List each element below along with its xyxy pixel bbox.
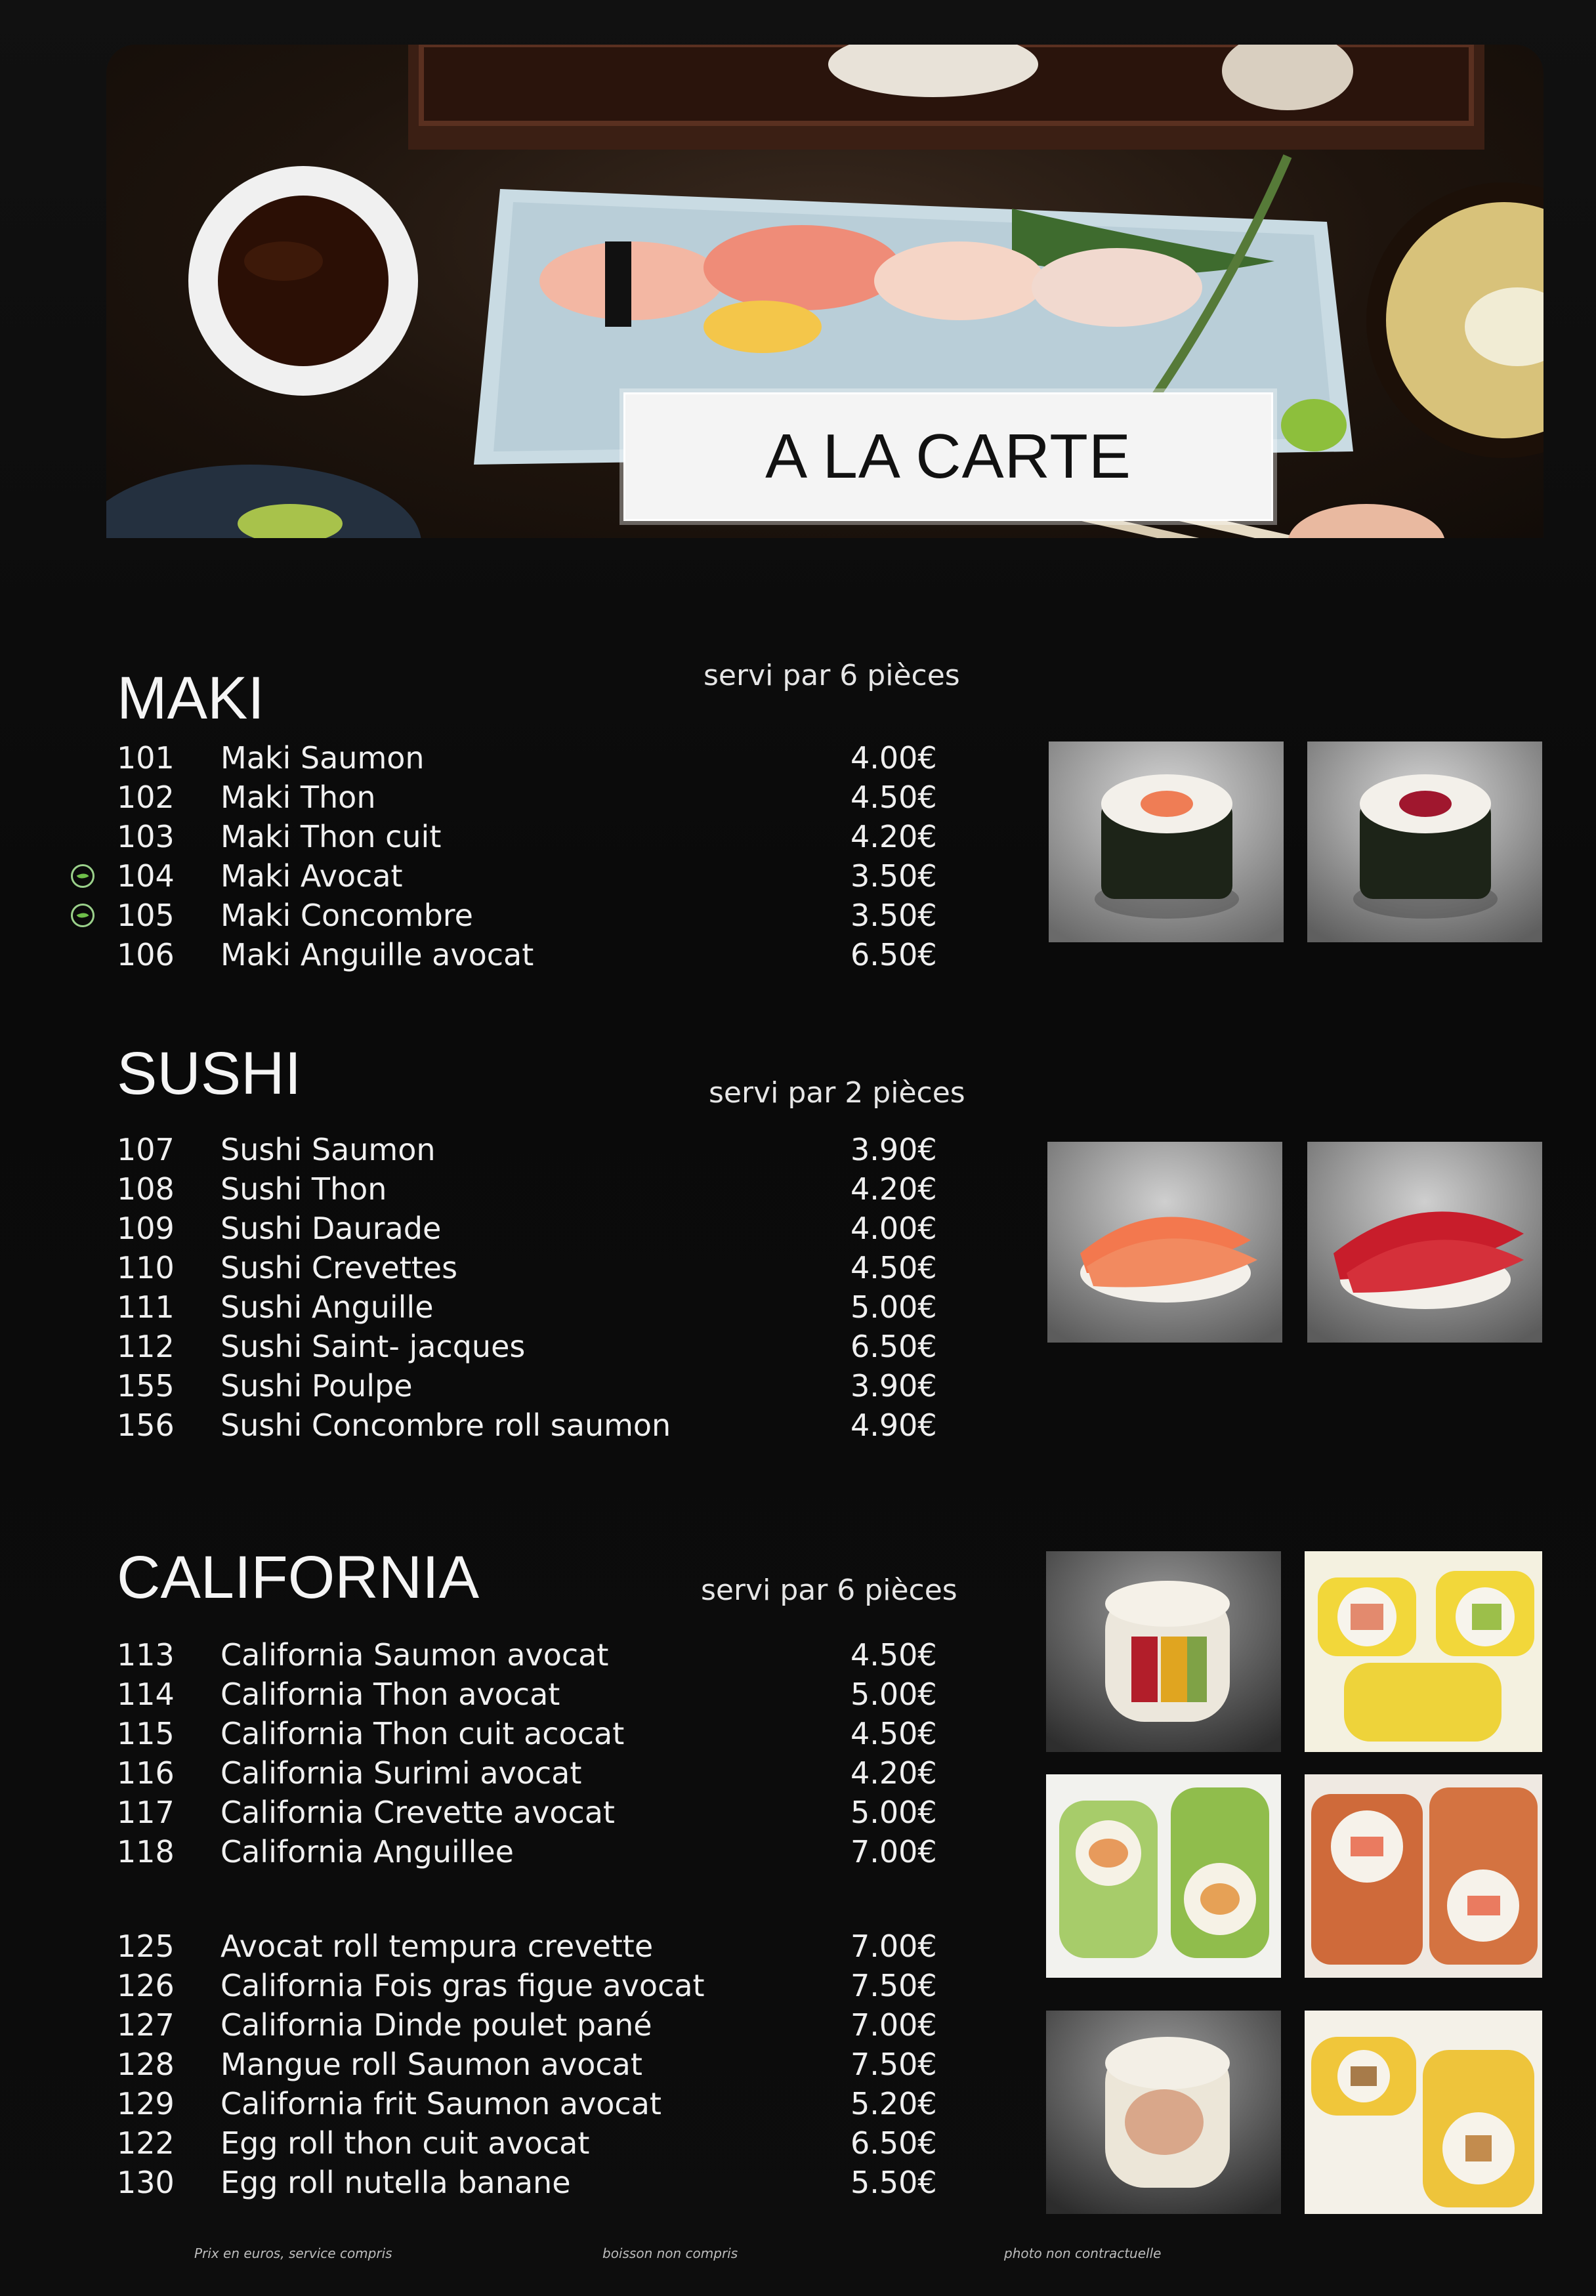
egg-roll-photo — [1305, 2011, 1542, 2214]
item-number: 112 — [117, 1329, 175, 1364]
title-box — [623, 392, 1273, 521]
menu-item — [117, 1753, 937, 1793]
item-number: 155 — [117, 1368, 175, 1404]
menu-item — [117, 1287, 937, 1327]
item-price: 7.50€ — [850, 2047, 937, 2082]
item-name: Maki Concombre — [220, 898, 473, 933]
item-number: 102 — [117, 780, 175, 815]
menu-item — [117, 2123, 937, 2163]
item-price: 4.90€ — [850, 1408, 937, 1443]
item-name: Maki Thon cuit — [220, 819, 442, 854]
item-name: Sushi Crevettes — [220, 1250, 458, 1285]
item-name: Mangue roll Saumon avocat — [220, 2047, 642, 2082]
california-poulet-photo — [1046, 2011, 1281, 2214]
sushi-serving: servi par 2 pièces — [709, 1076, 965, 1110]
california-sesame-photo — [1046, 1551, 1281, 1752]
item-price: 4.20€ — [850, 1755, 937, 1791]
item-price: 4.50€ — [850, 1250, 937, 1285]
maki-list — [117, 738, 937, 974]
item-price: 5.20€ — [850, 2086, 937, 2121]
menu-item — [117, 1248, 937, 1287]
sushi-saumon-photo — [1047, 1142, 1282, 1343]
menu-item — [117, 2163, 937, 2202]
menu-item — [117, 1832, 937, 1871]
footer-drinks-note: boisson non compris — [602, 2245, 738, 2261]
menu-item — [117, 856, 937, 896]
item-number: 109 — [117, 1211, 175, 1246]
item-number: 156 — [117, 1408, 175, 1443]
item-number: 110 — [117, 1250, 175, 1285]
item-price: 5.00€ — [850, 1677, 937, 1712]
footer-photo-note: photo non contractuelle — [1004, 2245, 1162, 2261]
item-price: 7.50€ — [850, 1968, 937, 2003]
menu-item — [117, 2045, 937, 2084]
item-name: Maki Avocat — [220, 858, 403, 894]
item-name: Sushi Poulpe — [220, 1368, 413, 1404]
item-number: 104 — [117, 858, 175, 894]
item-name: Sushi Thon — [220, 1171, 387, 1207]
section-title-california: CALIFORNIA — [117, 1544, 480, 1611]
item-name: California Crevette avocat — [220, 1795, 615, 1830]
maki-serving: servi par 6 pièces — [704, 659, 960, 692]
item-price: 4.50€ — [850, 780, 937, 815]
item-price: 7.00€ — [850, 2007, 937, 2043]
item-price: 5.00€ — [850, 1289, 937, 1325]
item-name: California Surimi avocat — [220, 1755, 582, 1791]
item-price: 6.50€ — [850, 2125, 937, 2161]
item-number: 118 — [117, 1834, 175, 1869]
item-number: 108 — [117, 1171, 175, 1207]
item-name: Maki Anguille avocat — [220, 937, 534, 972]
item-price: 4.20€ — [850, 819, 937, 854]
california-serving: servi par 6 pièces — [701, 1574, 957, 1607]
california-frit-photo — [1305, 1774, 1542, 1978]
item-price: 4.50€ — [850, 1637, 937, 1673]
hero-photo — [106, 45, 1544, 538]
menu-item — [117, 1714, 937, 1753]
menu-item — [117, 1635, 937, 1675]
menu-item — [117, 2084, 937, 2123]
item-name: Sushi Saint- jacques — [220, 1329, 526, 1364]
item-price: 5.50€ — [850, 2165, 937, 2200]
menu-item — [117, 1406, 937, 1445]
footer-prices-note: Prix en euros, service compris — [194, 2245, 392, 2261]
menu-item — [117, 817, 937, 856]
california-list-2 — [117, 1927, 937, 2202]
item-name: Sushi Daurade — [220, 1211, 442, 1246]
item-price: 4.50€ — [850, 1716, 937, 1751]
menu-item — [117, 1327, 937, 1366]
leaf-icon — [71, 904, 94, 927]
item-number: 116 — [117, 1755, 175, 1791]
menu-title: A LA CARTE — [765, 421, 1131, 491]
item-number: 106 — [117, 937, 175, 972]
item-number: 105 — [117, 898, 175, 933]
menu-item — [117, 896, 937, 935]
item-number: 107 — [117, 1132, 175, 1167]
menu-item — [117, 1130, 937, 1169]
item-name: California Anguillee — [220, 1834, 514, 1869]
maki-saumon-photo — [1049, 741, 1284, 942]
item-number: 128 — [117, 2047, 175, 2082]
item-name: Maki Saumon — [220, 740, 425, 776]
item-number: 127 — [117, 2007, 175, 2043]
item-name: Egg roll nutella banane — [220, 2165, 571, 2200]
item-number: 129 — [117, 2086, 175, 2121]
item-number: 111 — [117, 1289, 175, 1325]
item-price: 4.00€ — [850, 1211, 937, 1246]
menu-item — [117, 1793, 937, 1832]
menu-item — [117, 1927, 937, 1966]
maki-thon-photo — [1307, 741, 1542, 942]
item-number: 117 — [117, 1795, 175, 1830]
item-number: 101 — [117, 740, 175, 776]
item-name: Sushi Anguille — [220, 1289, 434, 1325]
menu-item — [117, 1675, 937, 1714]
item-number: 103 — [117, 819, 175, 854]
item-name: California Fois gras figue avocat — [220, 1968, 705, 2003]
menu-item — [117, 1169, 937, 1209]
item-name: California Saumon avocat — [220, 1637, 609, 1673]
item-number: 125 — [117, 1929, 175, 1964]
section-title-sushi: SUSHI — [117, 1040, 302, 1107]
menu-item — [117, 2005, 937, 2045]
item-number: 114 — [117, 1677, 175, 1712]
avocat-roll-photo — [1046, 1774, 1281, 1978]
item-number: 113 — [117, 1637, 175, 1673]
item-name: Avocat roll tempura crevette — [220, 1929, 654, 1964]
item-number: 126 — [117, 1968, 175, 2003]
item-name: California Dinde poulet pané — [220, 2007, 652, 2043]
california-mango-photo — [1305, 1551, 1542, 1752]
item-number: 122 — [117, 2125, 175, 2161]
item-price: 3.50€ — [850, 858, 937, 894]
california-list — [117, 1635, 937, 1871]
item-number: 130 — [117, 2165, 175, 2200]
item-name: California Thon avocat — [220, 1677, 560, 1712]
item-price: 5.00€ — [850, 1795, 937, 1830]
menu-item — [117, 1366, 937, 1406]
section-title-maki: MAKI — [117, 665, 264, 732]
menu-item — [117, 778, 937, 817]
item-price: 7.00€ — [850, 1929, 937, 1964]
item-price: 6.50€ — [850, 1329, 937, 1364]
sushi-thon-photo — [1307, 1142, 1542, 1343]
item-name: Maki Thon — [220, 780, 376, 815]
item-name: California Thon cuit acocat — [220, 1716, 625, 1751]
item-name: Sushi Saumon — [220, 1132, 436, 1167]
menu-item — [117, 1209, 937, 1248]
menu-item — [117, 935, 937, 974]
item-price: 3.90€ — [850, 1368, 937, 1404]
item-price: 7.00€ — [850, 1834, 937, 1869]
sushi-list — [117, 1130, 937, 1445]
item-price: 3.90€ — [850, 1132, 937, 1167]
item-price: 4.00€ — [850, 740, 937, 776]
leaf-icon — [71, 864, 94, 888]
item-name: California frit Saumon avocat — [220, 2086, 662, 2121]
item-price: 4.20€ — [850, 1171, 937, 1207]
item-price: 3.50€ — [850, 898, 937, 933]
menu-item — [117, 1966, 937, 2005]
item-price: 6.50€ — [850, 937, 937, 972]
item-name: Egg roll thon cuit avocat — [220, 2125, 590, 2161]
item-name: Sushi Concombre roll saumon — [220, 1408, 671, 1443]
menu-item — [117, 738, 937, 778]
item-number: 115 — [117, 1716, 175, 1751]
